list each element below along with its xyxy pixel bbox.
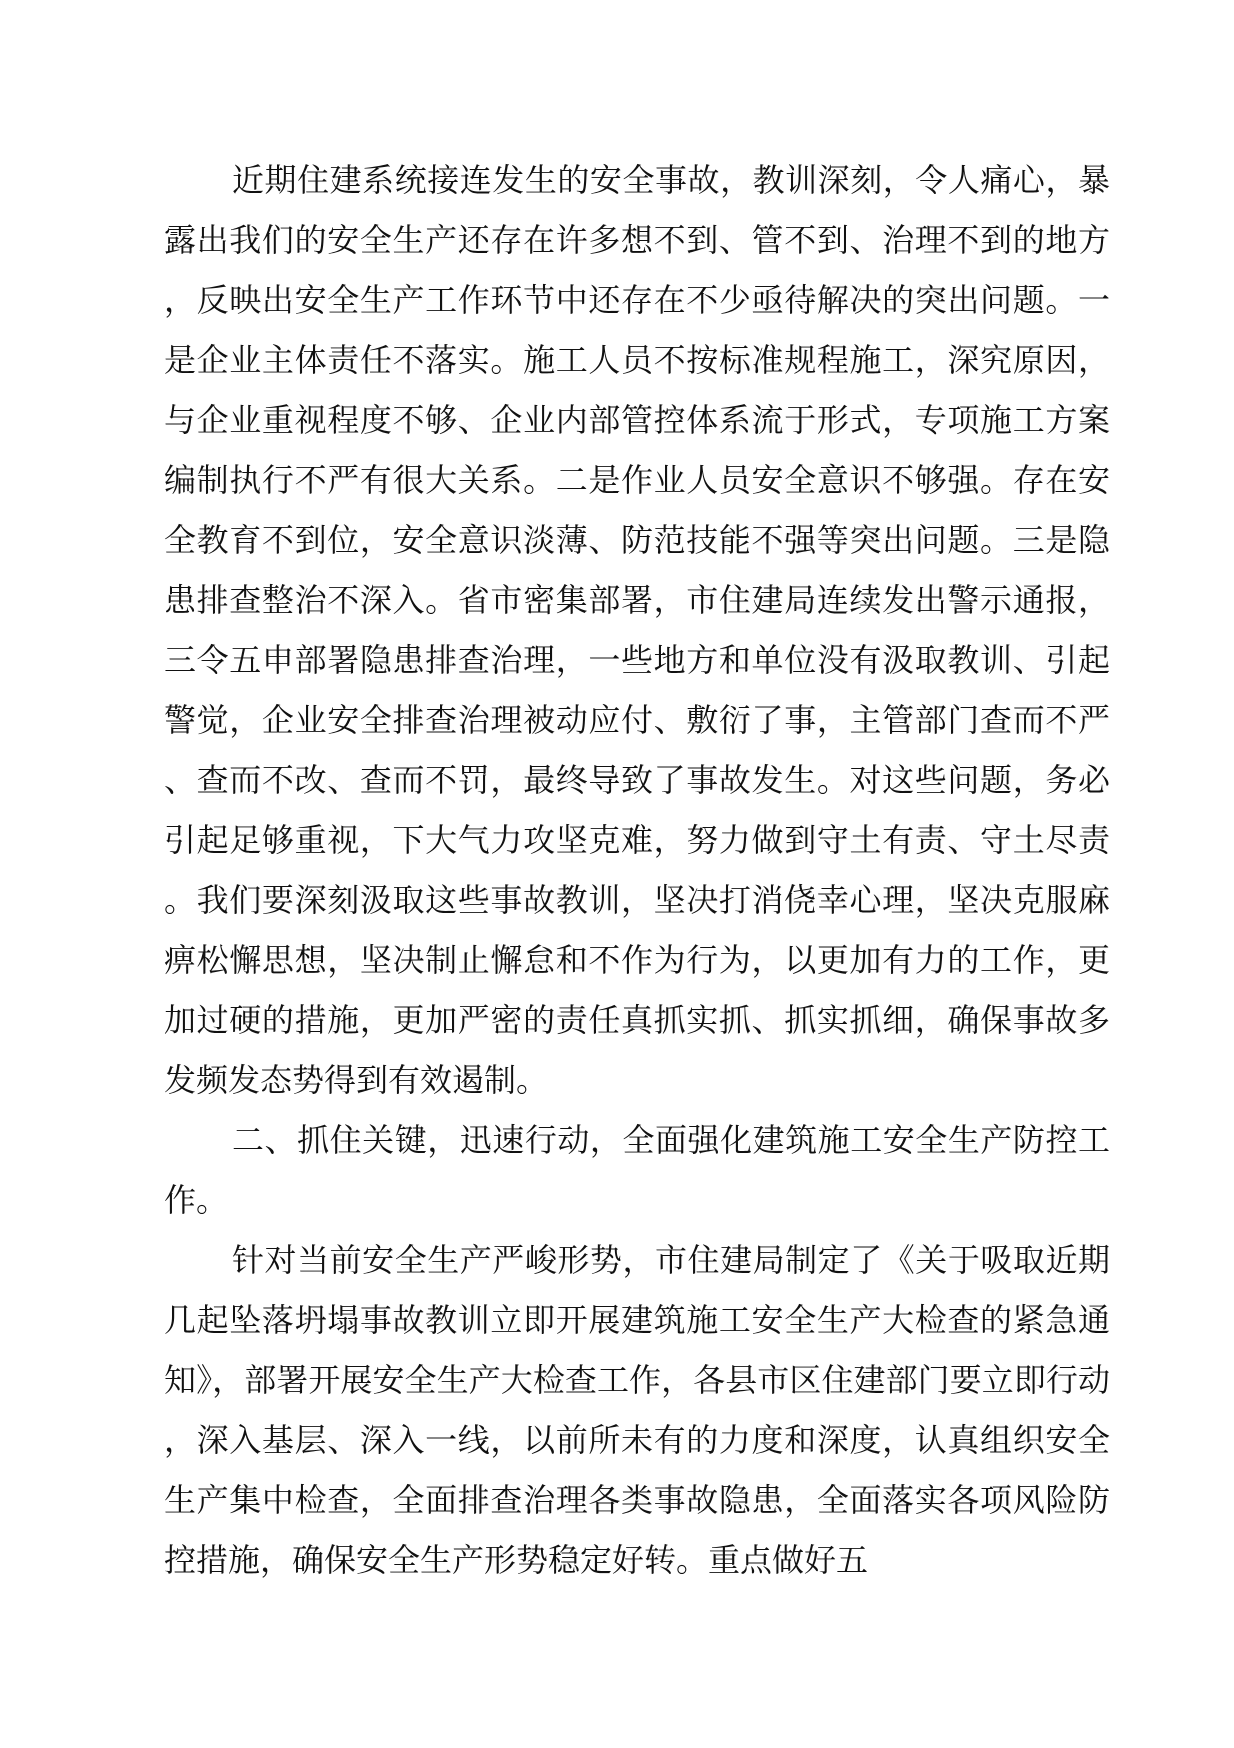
paragraph-accident-lessons: 近期住建系统接连发生的安全事故，教训深刻，令人痛心，暴露出我们的安全生产还存在许多想不到、管不到、治理不到的地方，反映出安全生产工作环节中还存在不少亟待解决的突出问题。一是企业主体责任不落实。施工人员不按标准规程施工，深究原因，与企业重视程度不够、企业内部管控体系流于形式，专项施工方案编制执行不严有很大关系。二是作业人员安全意识不够强。存在安全教育不到位，安全意识淡薄、防范技能不强等突出问题。三是隐患排查整治不深入。省市密集部署，市住建局连续发出警示通报，三令五申部署隐患排查治理，一些地方和单位没有汲取教训、引起警觉，企业安全排查治理被动应付、敷衍了事，主管部门查而不严、查而不改、查而不罚，最终导致了事故发生。对这些问题，务必引起足够重视，下大气力攻坚克难，努力做到守土有责、守土尽责。我们要深刻汲取这些事故教训，坚决打消侥幸心理，坚决克服麻痹松懈思想，坚决制止懈怠和不作为行为，以更加有力的工作，更加过硬的措施，更加严密的责任真抓实抓、抓实抓细，确保事故多发频发态势得到有效遏制。 [164,161,1110,1099]
document-body [164,150,1110,1590]
paragraph-inspection-notice: 针对当前安全生产严峻形势，市住建局制定了《关于吸取近期几起坠落坍塌事故教训立即开展建筑施工安全生产大检查的紧急通知》，部署开展安全生产大检查工作，各县市区住建部门要立即行动，深入基层、深入一线，以前所未有的力度和深度，认真组织安全生产集中检查，全面排查治理各类事故隐患，全面落实各项风险防控措施，确保安全生产形势稳定好转。重点做好五 [164,1241,1110,1579]
section-heading-two: 二、抓住关键，迅速行动，全面强化建筑施工安全生产防控工作。 [164,1121,1110,1219]
